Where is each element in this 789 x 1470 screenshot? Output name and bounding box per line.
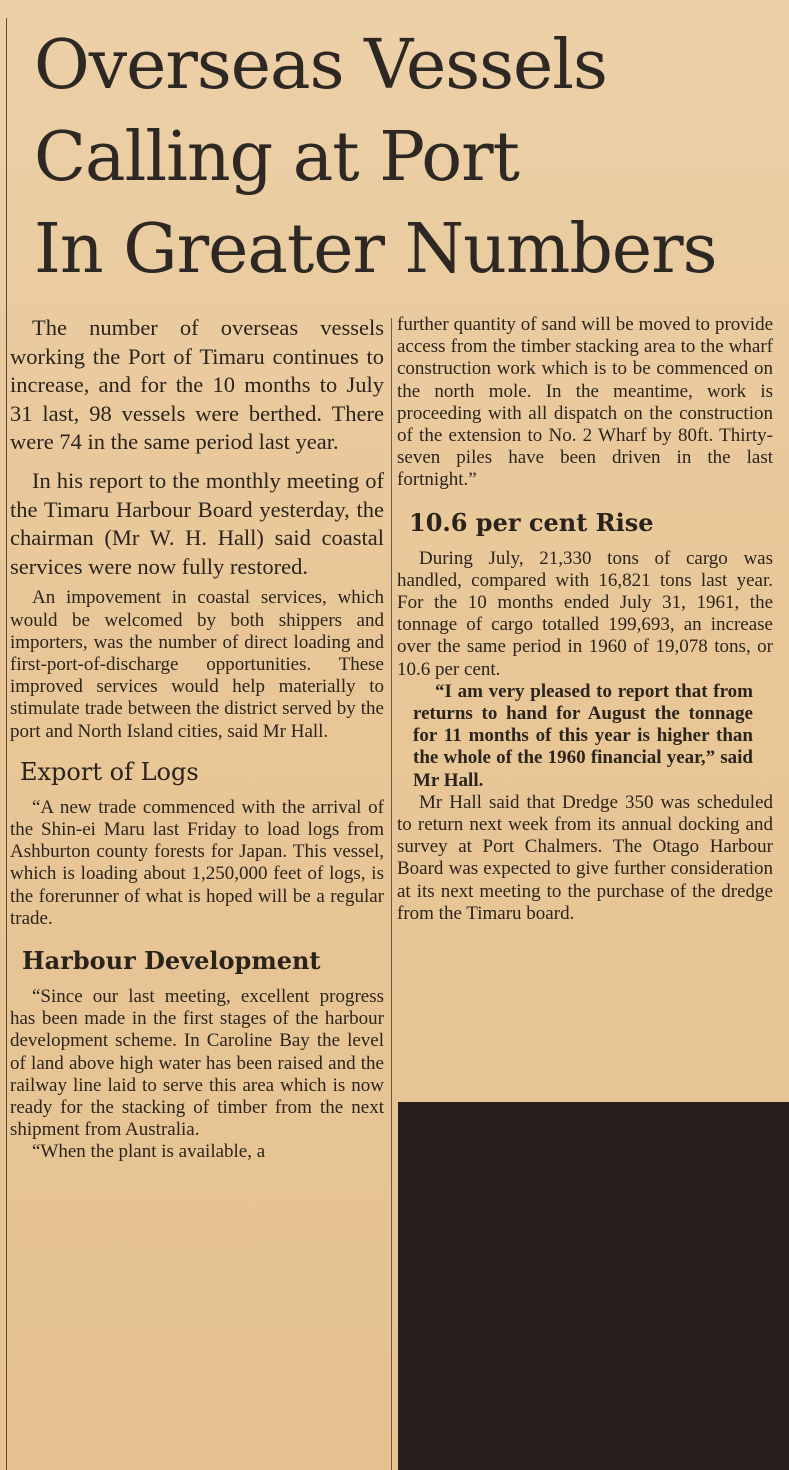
- headline: [34, 20, 784, 296]
- right-column: [397, 314, 773, 925]
- headline-line-3: In Greater Numbers: [34, 210, 717, 289]
- paragraph-sand-quantity: further quantity of sand will be moved to provide access from the timber stacking area to the wharf construction work which is to be commenced on the north mole. In the meantime, work is proceeding with all dispatch on the construction of the extension to No. 2 Wharf by 80ft. Thirty-seven piles have been driven in the last fortnight.”: [397, 314, 773, 491]
- paragraph-coastal-services: An impovement in coastal services, which would be welcomed by both shippers and importers, was the number of direct loading and first-port-of-discharge opportunities. These improved services would help materially to stimulate trade between the district served by the port and North Island cities, said Mr Hall.: [10, 587, 384, 742]
- paragraph-harbour-development: “Since our last meeting, excellent progress has been made in the first stages of the harbour development scheme. In Caroline Bay the level of land above high water has been raised and the railway line laid to serve this area which is now ready for the stacking of timber from the next shipment from Australia.: [10, 985, 384, 1141]
- column-divider: [391, 318, 392, 1470]
- dark-background-area: [398, 1102, 789, 1470]
- paragraph-cargo-figures: During July, 21,330 tons of cargo was handled, compared with 16,821 tons last year. For the 10 months ended July 31, 1961, the tonnage of cargo totalled 199,693, an increase over the same period in 1960 of 19,078 tons, or 10.6 per cent.: [397, 547, 773, 680]
- subhead-harbour-development: Harbour Development: [22, 945, 321, 975]
- paragraph-export-logs: “A new trade commenced with the arrival of the Shin-ei Maru last Friday to load logs from Ashburton county forests for Japan. This vessel, which is loading about 1,250,000 feet of logs, is the forerunner of what is hoped will be a regular trade.: [10, 796, 384, 929]
- paragraph-quote-tonnage: “I am very pleased to report that from returns to hand for August the tonnage for 11 months of this year is higher than the whole of the 1960 financial year,” said Mr Hall.: [413, 680, 753, 791]
- subhead-per-cent-rise: 10.6 per cent Rise: [409, 507, 654, 537]
- left-column: [10, 314, 384, 1164]
- headline-line-2: Calling at Port: [34, 118, 520, 197]
- lead-paragraph: The number of overseas vessels working the Port of Timaru continues to increase, and for the 10 months to July 31 last, 98 vessels were berthed. There were 74 in the same period last year.: [10, 315, 384, 455]
- paragraph-plant-available: “When the plant is available, a: [32, 1141, 266, 1163]
- left-edge-rule: [6, 18, 7, 1470]
- headline-line-1: Overseas Vessels: [34, 26, 607, 105]
- paragraph-report: In his report to the monthly meeting of the Timaru Harbour Board yesterday, the chairman (Mr W. H. Hall) said coastal services were now fully restored.: [10, 467, 384, 579]
- subhead-export-of-logs: Export of Logs: [20, 757, 199, 786]
- paragraph-dredge: Mr Hall said that Dredge 350 was scheduled to return next week from its annual docking and survey at Port Chalmers. The Otago Harbour Board was expected to give further consideration at its next meeting to the purchase of the dredge from the Timaru board.: [397, 791, 773, 924]
